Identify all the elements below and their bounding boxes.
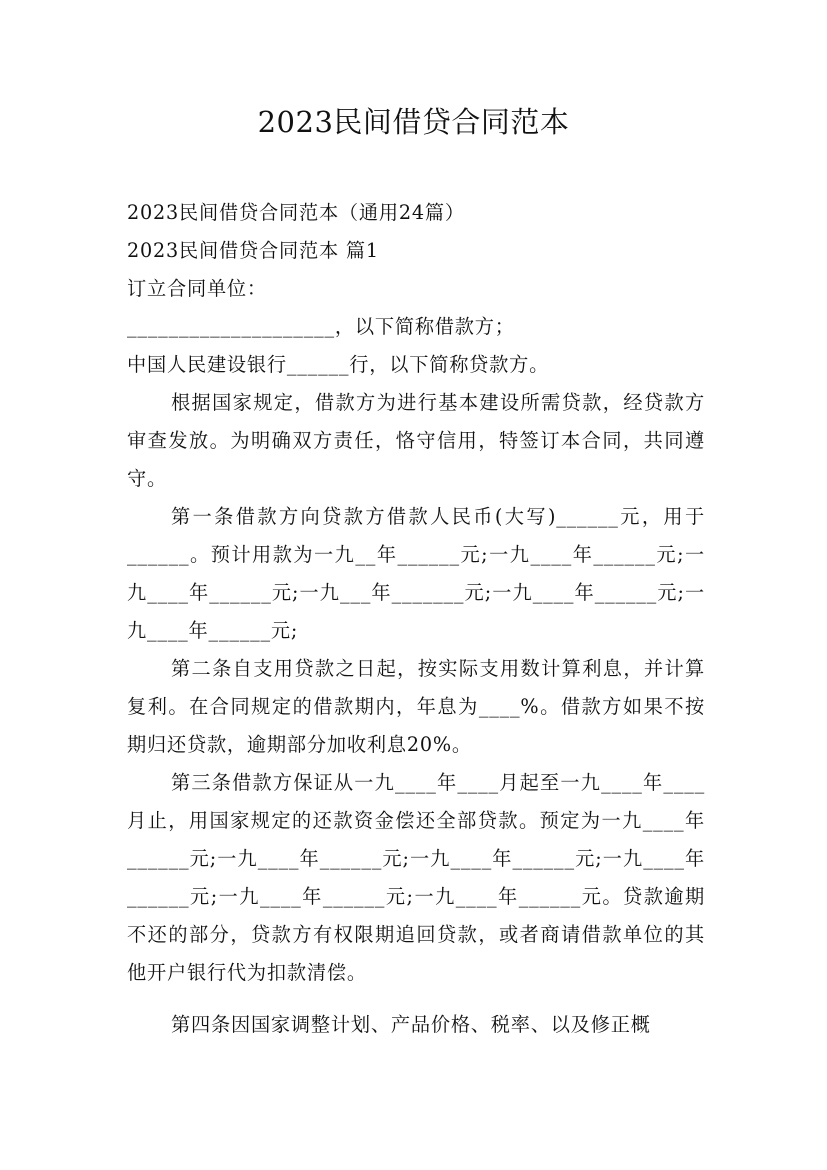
lender-line: 中国人民建设银行______行，以下简称贷款方。: [127, 353, 550, 376]
paragraph-article-2: 第二条自支用贷款之日起，按实际支用数计算利息，并计算复利。在合同规定的借款期内，年息为____%。借款方如果不按期归还贷款，逾期部分加收利息20%。: [127, 657, 705, 756]
document-subtitle: 2023民间借贷合同范本（通用24篇）: [127, 201, 465, 224]
paragraph-article-1: 第一条借款方向贷款方借款人民币(大写)______元，用于______。预计用款为一九__年______元;一九____年______元;一九____年______元;一九___年_______元;一九____年______元;一九____年______元;: [127, 505, 705, 642]
borrower-line: ____________________，以下简称借款方；: [127, 315, 515, 338]
party-label: 订立合同单位：: [127, 277, 267, 300]
paragraph-preamble: 根据国家规定，借款方为进行基本建设所需贷款，经贷款方审查发放。为明确双方责任，恪守信用，特签订本合同，共同遵守。: [127, 391, 705, 490]
section-heading: 2023民间借贷合同范本 篇1: [127, 239, 379, 262]
paragraph-article-4: 第四条因国家调整计划、产品价格、税率、以及修正概: [171, 1013, 651, 1036]
document-title: 2023民间借贷合同范本: [257, 105, 570, 139]
paragraph-article-3: 第三条借款方保证从一九____年____月起至一九____年____月止，用国家规定的还款资金偿还全部贷款。预定为一九____年______元;一九____年______元;一九____年______元;一九____年______元;一九____年______元;一九____年______元。贷款逾期不还的部分，贷款方有权限期追回贷款，或者商请借款单位的其他开户银行代为扣款清偿。: [127, 771, 705, 984]
